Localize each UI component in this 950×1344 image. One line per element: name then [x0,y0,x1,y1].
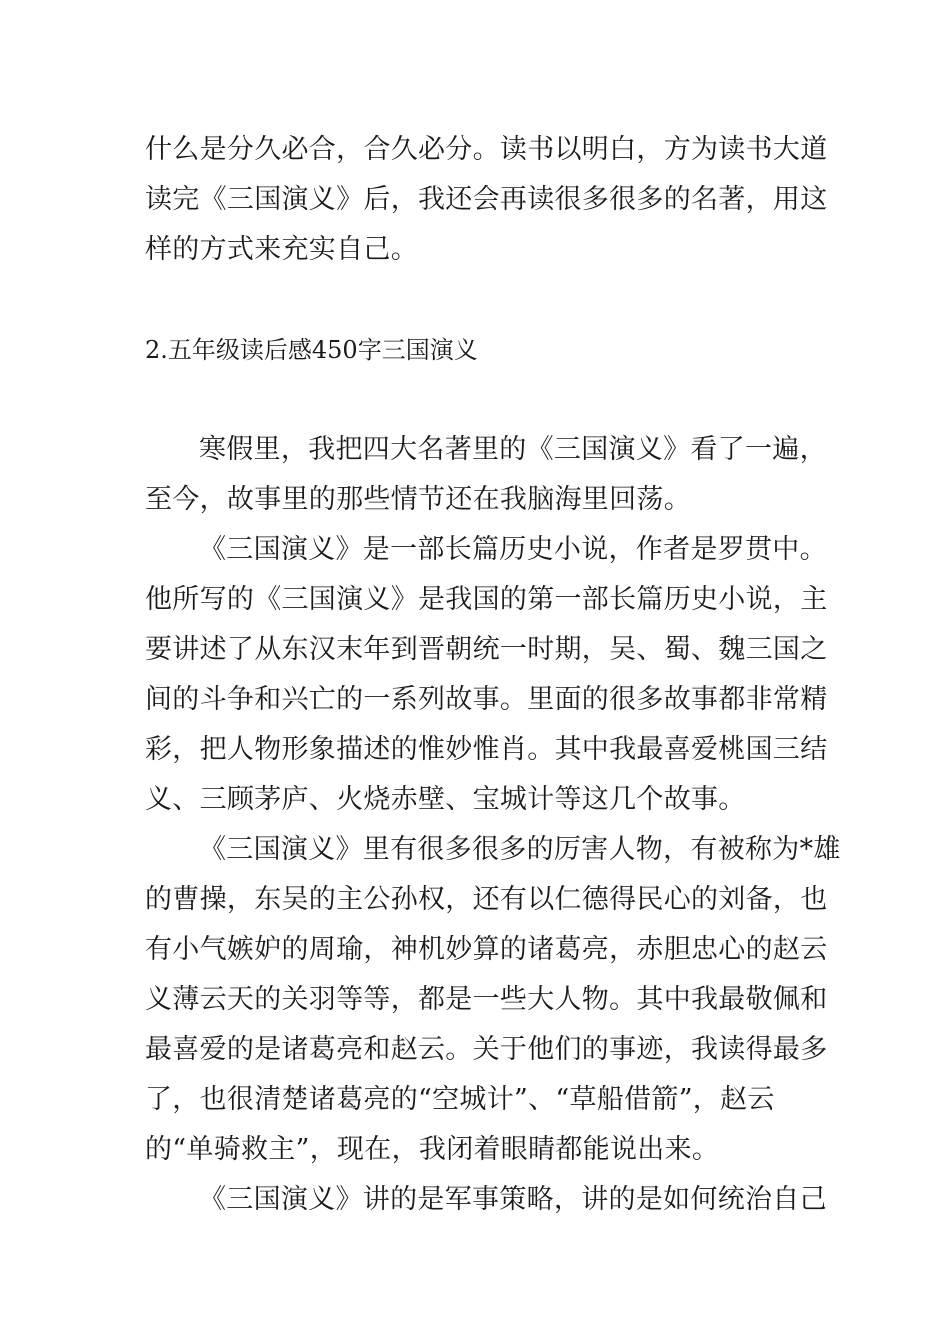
text-line: 义、三顾茅庐、火烧赤壁、宝城计等这几个故事。 [145,784,746,815]
text-line: 《三国演义》是一部长篇历史小说，作者是罗贯中。 [199,534,827,565]
text-line: 寒假里，我把四大名著里的《三国演义》看了一遍， [199,434,827,465]
text-line: 样的方式来充实自己。 [145,234,418,265]
text-line: 读完《三国演义》后，我还会再读很多很多的名著，用这 [145,184,828,215]
essay-body [145,425,841,1225]
text-line: 有小气嫉妒的周瑜，神机妙算的诸葛亮，赤胆忠心的赵云 [145,934,828,965]
text-line: 什么是分久必合，合久必分。读书以明白，方为读书大道 [145,134,828,165]
text-line: 最喜爱的是诸葛亮和赵云。关于他们的事迹，我读得最多 [145,1034,828,1065]
text-line: 《三国演义》里有很多很多的厉害人物，有被称为*雄 [199,834,841,865]
section-heading: 2.五年级读后感450字三国演义 [145,336,478,364]
text-line: 他所写的《三国演义》是我国的第一部长篇历史小说，主 [145,584,828,615]
text-line: 至今，故事里的那些情节还在我脑海里回荡。 [145,484,691,515]
text-line: 间的斗争和兴亡的一系列故事。里面的很多故事都非常精 [145,684,828,715]
text-line: 《三国演义》讲的是军事策略，讲的是如何统治自己 [199,1184,827,1215]
intro-paragraph [145,125,828,275]
text-line: 彩，把人物形象描述的惟妙惟肖。其中我最喜爱桃国三结 [145,734,828,765]
text-line: 要讲述了从东汉末年到晋朝统一时期，吴、蜀、魏三国之 [145,634,828,665]
text-line: 的“单骑救主”，现在，我闭着眼睛都能说出来。 [145,1134,720,1165]
text-line: 义薄云天的关羽等等，都是一些大人物。其中我最敬佩和 [145,984,828,1015]
text-line: 的曹操，东吴的主公孙权，还有以仁德得民心的刘备，也 [145,884,828,915]
section-heading-block [145,325,810,375]
text-line: 了，也很清楚诸葛亮的“空城计”、“草船借箭”，赵云 [145,1084,775,1115]
